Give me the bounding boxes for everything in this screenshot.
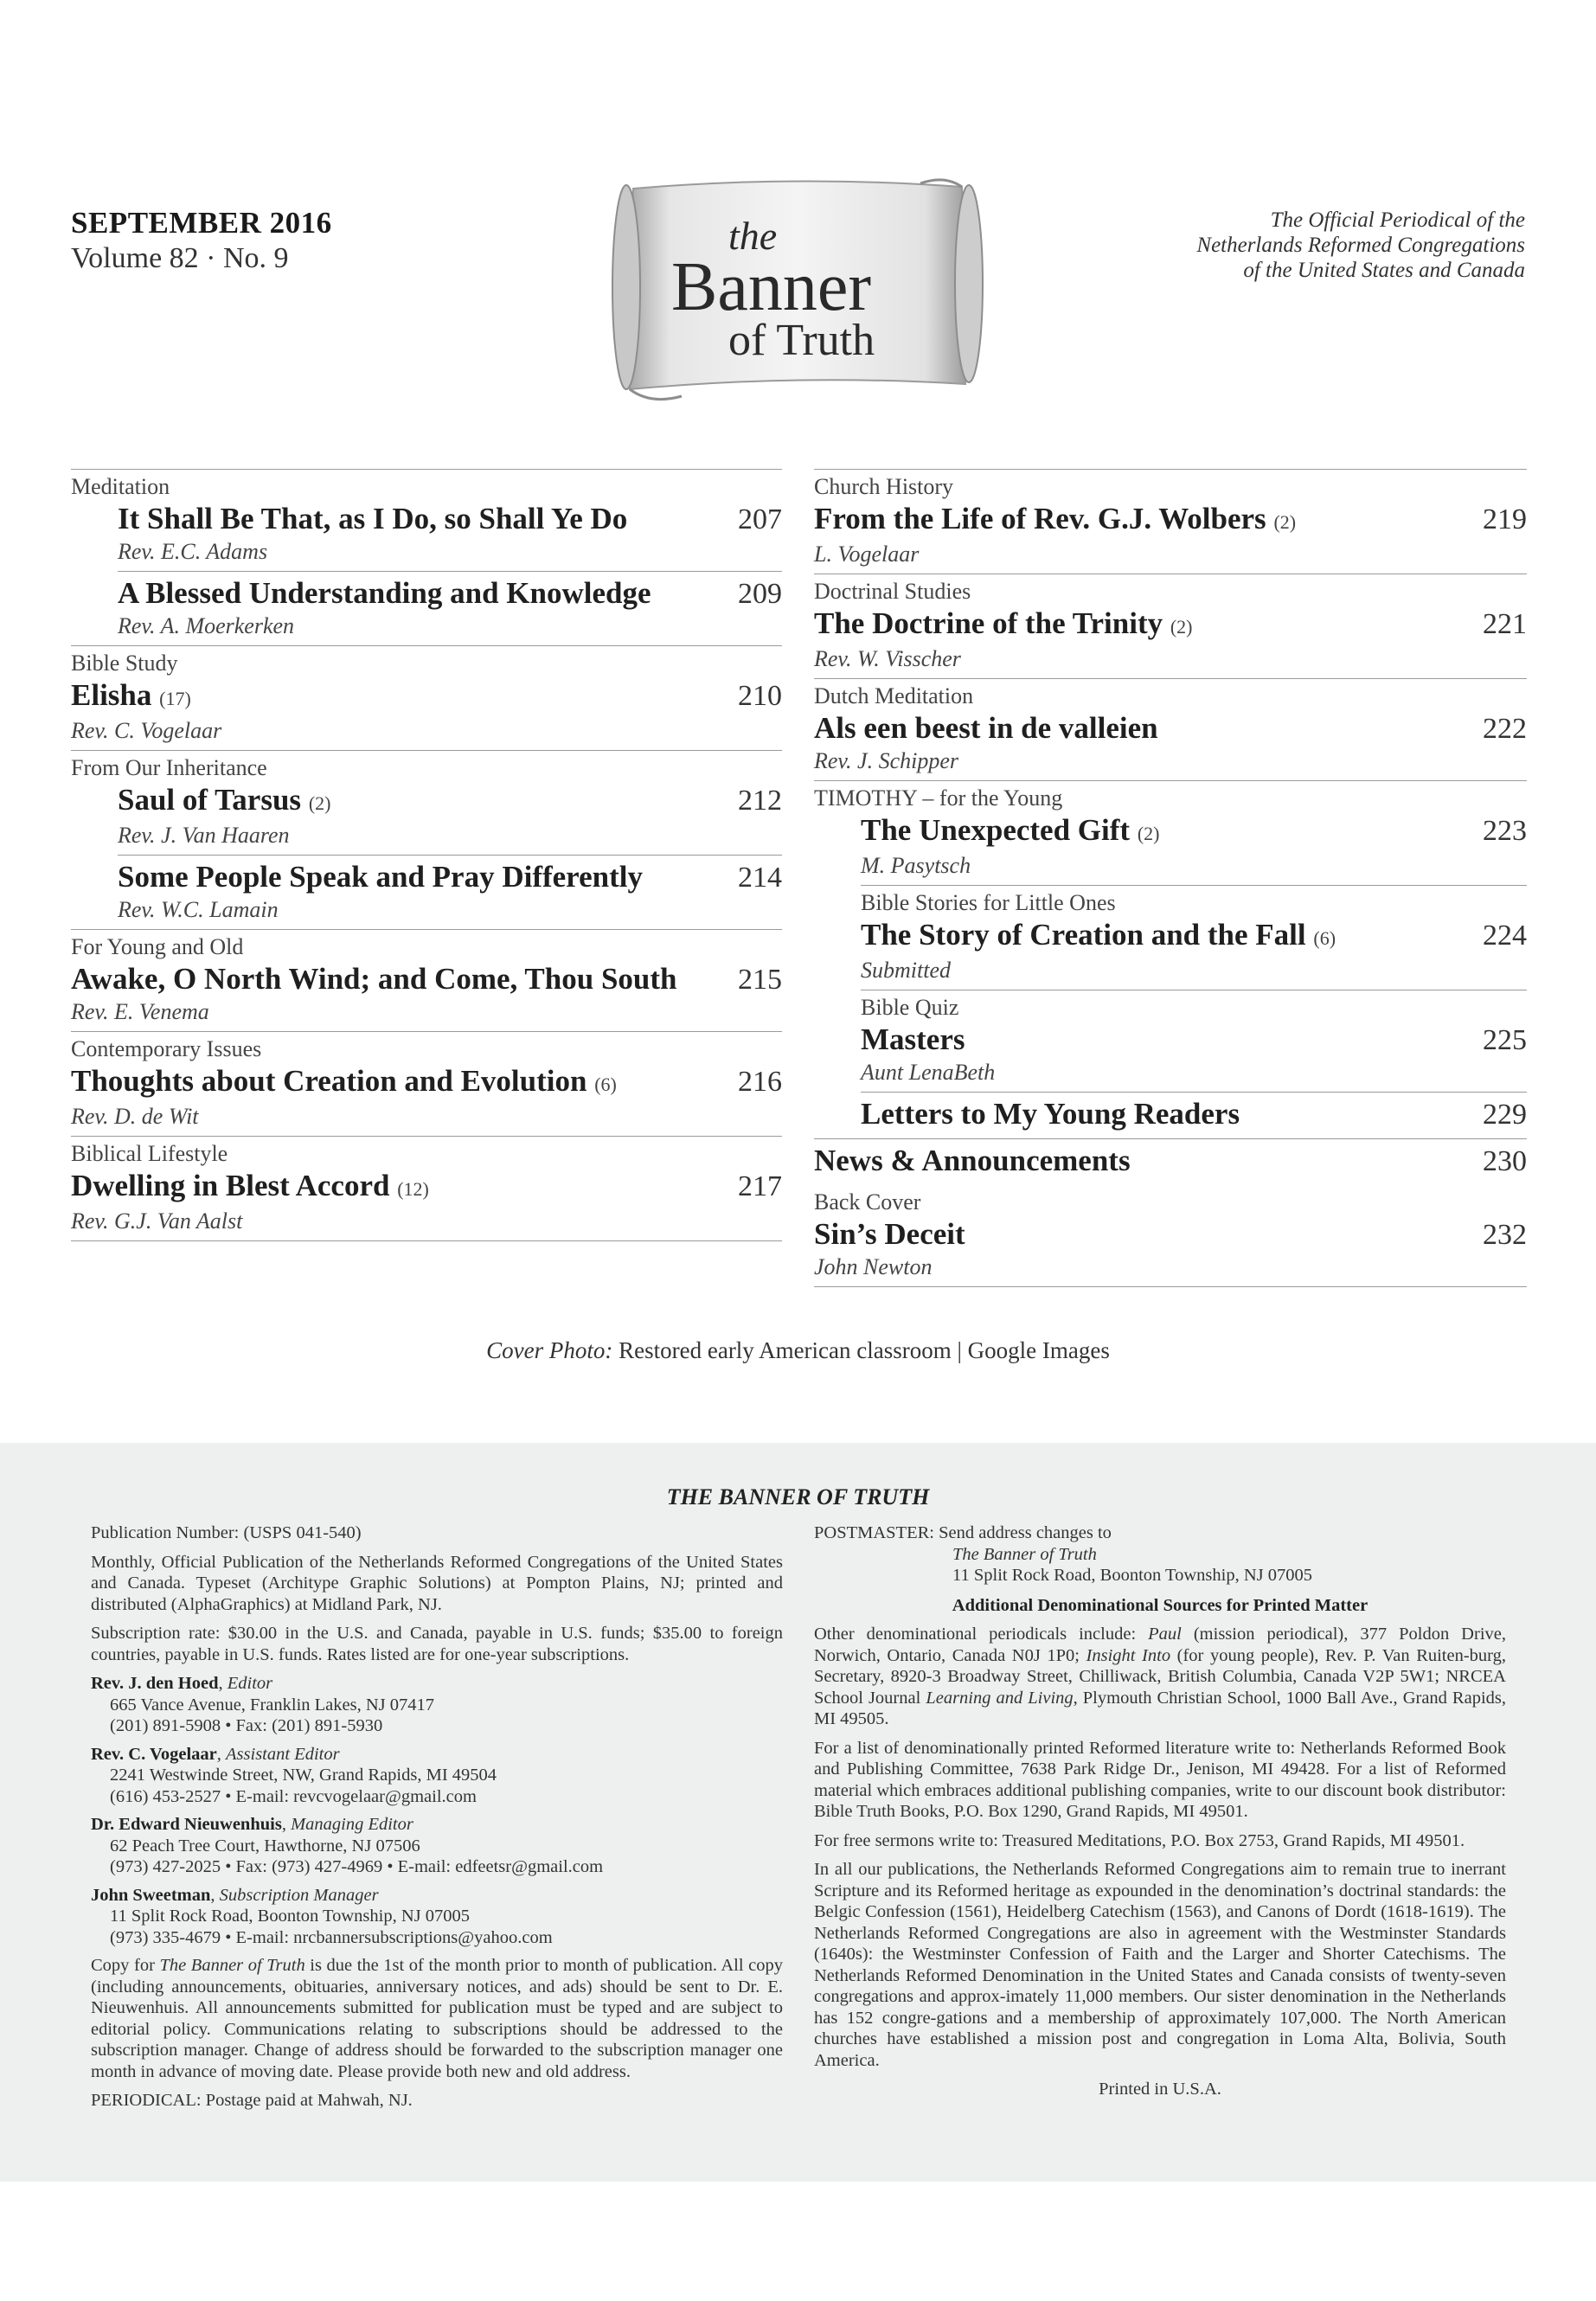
- publication-number: Publication Number: (USPS 041-540): [91, 1523, 362, 1542]
- toc-page-number: 229: [1483, 1099, 1527, 1131]
- toc-author: John Newton: [814, 1254, 933, 1279]
- toc-category: From Our Inheritance: [71, 755, 267, 780]
- sermons-info: For free sermons write to: Treasured Meditations, P.O. Box 2753, Grand Rapids, MI 49501.: [814, 1830, 1465, 1850]
- toc-page-number: 230: [1483, 1145, 1527, 1177]
- toc-author: Rev. G.J. Van Aalst: [71, 1208, 243, 1234]
- toc-title[interactable]: The Unexpected Gift: [861, 813, 1131, 847]
- toc-entry[interactable]: [71, 645, 782, 750]
- staff-block: John Sweetman, Subscription Manager 11 Split Rock Road, Boonton Township, NJ 07005 (973) 335-4679 • E-mail: nrcbannersubscriptions@yahoo.com: [91, 1885, 783, 1949]
- page-header: [0, 0, 1596, 433]
- staff-contact: (201) 891-5908 • Fax: (201) 891-5930: [110, 1716, 383, 1735]
- staff-role: Editor: [227, 1674, 273, 1693]
- staff-role: Assistant Editor: [226, 1744, 340, 1764]
- toc-title[interactable]: Some People Speak and Pray Differently: [118, 860, 643, 894]
- toc-author: Rev. W. Visscher: [814, 646, 961, 671]
- toc-part-number: (12): [397, 1178, 429, 1200]
- other-periodicals: Other denominational periodicals include: Paul (mission periodical), 377 Poldon Drive, Norwich, Ontario, Canada N0J 1P0; Insight Into (for young people), Rev. P. Van Ruiten-burg, Secretary, 8920-3 Broadway Street, Chilliwack, British Columbia, Canada V2P 5W1; NRCEA School Journal Learning and Living, Plymouth Christian School, 1000 Ball Ave., Grand Rapids, MI 49505.: [814, 1625, 1507, 1728]
- toc-author: M. Pasytsch: [861, 853, 971, 878]
- printed-in: Printed in U.S.A.: [1099, 2080, 1221, 2099]
- tagline-line: of the United States and Canada: [1243, 259, 1525, 282]
- staff-name: Rev. J. den Hoed: [91, 1674, 219, 1693]
- toc-page-number: 221: [1483, 608, 1527, 640]
- toc-author: Rev. E. Venema: [71, 999, 209, 1024]
- toc-category: Dutch Meditation: [814, 683, 974, 708]
- toc-page-number: 222: [1483, 713, 1527, 745]
- toc-entry[interactable]: [71, 1031, 782, 1136]
- toc-page-number: 216: [738, 1066, 782, 1098]
- masthead-title: THE BANNER OF TRUTH: [666, 1484, 930, 1509]
- toc-part-number: (6): [594, 1074, 617, 1095]
- cover-photo-credit: [0, 1337, 1596, 1364]
- toc-entry[interactable]: [814, 678, 1527, 780]
- toc-title[interactable]: Elisha: [71, 678, 152, 712]
- toc-author: Rev. A. Moerkerken: [118, 613, 295, 638]
- toc-page-number: 210: [738, 680, 782, 712]
- toc-category: For Young and Old: [71, 934, 244, 959]
- toc-author: Rev. E.C. Adams: [118, 539, 268, 564]
- toc-title[interactable]: Masters: [861, 1022, 965, 1056]
- toc-title[interactable]: Sin’s Deceit: [814, 1217, 965, 1251]
- toc-page-number: 224: [1483, 920, 1527, 952]
- logo-word-banner: Banner: [671, 249, 872, 325]
- toc-author: Rev. D. de Wit: [71, 1104, 199, 1129]
- toc-author: Rev. W.C. Lamain: [118, 897, 279, 922]
- logo-word-the: the: [728, 214, 778, 258]
- issue-date: SEPTEMBER 2016: [71, 206, 332, 240]
- toc-page-number: 214: [738, 862, 782, 894]
- toc-category: Church History: [814, 474, 954, 499]
- staff-block: Dr. Edward Nieuwenhuis, Managing Editor 62 Peach Tree Court, Hawthorne, NJ 07506 (973) 427-2025 • Fax: (973) 427-4969 • E-mail: edfeetsr@gmail.com: [91, 1814, 783, 1878]
- toc-category: Meditation: [71, 474, 170, 499]
- cover-photo-label: Cover Photo:: [486, 1337, 613, 1363]
- toc-title[interactable]: A Blessed Understanding and Knowledge: [118, 576, 651, 610]
- toc-category: Back Cover: [814, 1189, 921, 1215]
- toc-page-number: 225: [1483, 1024, 1527, 1056]
- postmaster-line: The Banner of Truth: [952, 1544, 1097, 1564]
- toc-category: Biblical Lifestyle: [71, 1141, 228, 1166]
- toc-author: Submitted: [861, 958, 951, 983]
- issue-volume: Volume 82 · No. 9: [71, 242, 289, 274]
- staff-contact: (973) 427-2025 • Fax: (973) 427-4969 • E-mail: edfeetsr@gmail.com: [110, 1857, 604, 1876]
- toc-page-number: 212: [738, 785, 782, 817]
- toc-entry[interactable]: [814, 1138, 1527, 1185]
- toc-category: Bible Study: [71, 651, 178, 676]
- staff-role: Subscription Manager: [219, 1885, 379, 1905]
- toc-entry[interactable]: [861, 885, 1527, 990]
- staff-address: 62 Peach Tree Court, Hawthorne, NJ 07506: [110, 1836, 420, 1856]
- postmaster-block: [814, 1522, 1506, 1586]
- postmaster-line: POSTMASTER: Send address changes to: [814, 1523, 1112, 1542]
- toc-divider: [71, 1240, 782, 1241]
- toc-left-column: [71, 469, 782, 1241]
- tagline-line: The Official Periodical of the: [1270, 208, 1525, 232]
- toc-right-column: [814, 469, 1527, 1287]
- toc-entry[interactable]: [861, 990, 1527, 1092]
- toc-title[interactable]: Thoughts about Creation and Evolution: [71, 1064, 587, 1098]
- toc-entry[interactable]: [861, 1092, 1527, 1138]
- toc-divider: [814, 1286, 1527, 1287]
- toc-page-number: 219: [1483, 503, 1527, 535]
- logo-word-of-truth: of Truth: [728, 316, 875, 365]
- toc-category: Doctrinal Studies: [814, 579, 971, 604]
- toc-category: TIMOTHY – for the Young: [814, 785, 1063, 811]
- toc-author: Aunt LenaBeth: [861, 1060, 996, 1085]
- periodical-postage: PERIODICAL: Postage paid at Mahwah, NJ.: [91, 2091, 413, 2110]
- toc-title[interactable]: It Shall Be That, as I Do, so Shall Ye Do: [118, 502, 628, 535]
- toc-page-number: 223: [1483, 815, 1527, 847]
- masthead-left-column: [91, 1522, 783, 2119]
- staff-address: 11 Split Rock Road, Boonton Township, NJ 07005: [110, 1907, 470, 1926]
- toc-part-number: (2): [1137, 823, 1160, 844]
- subscription-rate: Subscription rate: $30.00 in the U.S. and Canada, payable in U.S. funds; $35.00 to foreign countries, payable in U.S. funds. Rates listed are for one-year subscriptions.: [91, 1624, 783, 1664]
- toc-page-number: 217: [738, 1170, 782, 1202]
- staff-role: Managing Editor: [291, 1815, 413, 1834]
- toc-title[interactable]: Als een beest in de valleien: [814, 711, 1158, 745]
- toc-page-number: 209: [738, 578, 782, 610]
- literature-info: For a list of denominationally printed Reformed literature write to: Netherlands Reformed Book and Publishing Committee, 7638 Park Ridge Dr., Jenison, MI 49428. For a list of Reformed material which embraces additional publishing companies, write to our discount book distributor: Bible Truth Books, P.O. Box 1290, Grand Rapids, MI 49501.: [814, 1738, 1506, 1821]
- toc-part-number: (2): [1170, 616, 1193, 638]
- toc-entry[interactable]: [71, 929, 782, 1031]
- toc-entry[interactable]: [814, 1185, 1527, 1286]
- toc-title[interactable]: Saul of Tarsus: [118, 783, 302, 817]
- masthead-right-column: [814, 1522, 1506, 2100]
- toc-entry[interactable]: [814, 469, 1527, 574]
- toc-title[interactable]: From the Life of Rev. G.J. Wolbers: [814, 502, 1266, 535]
- staff-block: Rev. J. den Hoed, Editor 665 Vance Avenue, Franklin Lakes, NJ 07417 (201) 891-5908 • Fax: (201) 891-5930: [91, 1673, 783, 1737]
- staff-name: Dr. Edward Nieuwenhuis: [91, 1815, 282, 1834]
- staff-name: John Sweetman: [91, 1885, 211, 1905]
- toc-title[interactable]: The Doctrine of the Trinity: [814, 606, 1163, 640]
- postmaster-line: 11 Split Rock Road, Boonton Township, NJ 07005: [952, 1566, 1312, 1585]
- toc-part-number: (2): [1273, 511, 1297, 533]
- toc-author: Rev. C. Vogelaar: [71, 718, 222, 743]
- additional-sources-heading: Additional Denominational Sources for Printed Matter: [952, 1595, 1368, 1615]
- staff-address: 2241 Westwinde Street, NW, Grand Rapids, MI 49504: [110, 1766, 497, 1785]
- tagline-line: Netherlands Reformed Congregations: [1196, 234, 1525, 257]
- toc-part-number: (17): [159, 688, 191, 709]
- tagline: [1075, 208, 1525, 283]
- staff-contact: (973) 335-4679 • E-mail: nrcbannersubscriptions@yahoo.com: [110, 1927, 553, 1947]
- toc-category: Bible Quiz: [861, 995, 959, 1020]
- copy-policy: Copy for The Banner of Truth is due the 1st of the month prior to month of publication. All copy (including announcements, obituaries, anniversary notices, and ads) should be sent to Dr. E. Nieuwenhuis. All announcements submitted for publication must be typed and are subject to editorial policy. Communications relating to subscriptions should be addressed to the subscription manager. Change of address should be forwarded to the subscription manager one month in advance of moving date. Please provide both new and old address.: [91, 1956, 783, 2081]
- publication-description: Monthly, Official Publication of the Netherlands Reformed Congregations of the United States and Canada. Typeset (Architype Graphic Solutions) at Pompton Plains, NJ; printed and distributed (AlphaGraphics) at Midland Park, NJ.: [91, 1552, 783, 1614]
- toc-category: Bible Stories for Little Ones: [861, 890, 1116, 915]
- staff-block: Rev. C. Vogelaar, Assistant Editor 2241 Westwinde Street, NW, Grand Rapids, MI 49504 (616) 453-2527 • E-mail: revcvogelaar@gmail.com: [91, 1744, 783, 1808]
- toc-title[interactable]: The Story of Creation and the Fall: [861, 918, 1306, 952]
- toc-page-number: 207: [738, 503, 782, 535]
- toc-entry[interactable]: [118, 855, 782, 929]
- toc-entry[interactable]: [814, 574, 1527, 678]
- toc-entry[interactable]: [71, 469, 782, 571]
- staff-address: 665 Vance Avenue, Franklin Lakes, NJ 07417: [110, 1695, 435, 1715]
- toc-title[interactable]: Letters to My Young Readers: [861, 1097, 1240, 1131]
- masthead-panel: [0, 1443, 1596, 2182]
- toc-part-number: (2): [308, 792, 331, 814]
- toc-title[interactable]: News & Announcements: [814, 1144, 1131, 1177]
- staff-contact: (616) 453-2527 • E-mail: revcvogelaar@gmail.com: [110, 1786, 477, 1806]
- toc-title[interactable]: Dwelling in Blest Accord: [71, 1169, 390, 1202]
- publications-statement: In all our publications, the Netherlands Reformed Congregations aim to remain true to inerrant Scripture and its Reformed heritage as expounded in the denomination’s doctrinal standards: the Belgic Confession (1561), Heidelberg Catechism (1563), and Canons of Dordt (1618-1619). The Netherlands Reformed Congregations are also in agreement with the Westminster Standards (1640s): the Westminster Confession of Faith and the Larger and Shorter Catechisms. The Netherlands Reformed Denomination in the United States and Canada consists of twenty-seven congregations and approx-imately 11,000 members. Our sister denomination in the Netherlands has 152 congre-gations and a membership of approximately 107,000. The North American churches have established a mission post and congregation in Loma Alta, Bolivia, South America.: [814, 1860, 1506, 2070]
- toc-entry[interactable]: [71, 1136, 782, 1240]
- banner-of-truth-logo: [599, 173, 997, 408]
- toc-entry[interactable]: [71, 750, 782, 855]
- toc-page-number: 232: [1483, 1219, 1527, 1251]
- cover-photo-text: Restored early American classroom | Google Images: [619, 1337, 1110, 1363]
- toc-entry[interactable]: [814, 780, 1527, 885]
- staff-name: Rev. C. Vogelaar: [91, 1744, 217, 1764]
- toc-entry[interactable]: [118, 571, 782, 645]
- toc-author: L. Vogelaar: [814, 542, 920, 567]
- toc-category: Contemporary Issues: [71, 1036, 262, 1061]
- toc-page-number: 215: [738, 964, 782, 996]
- toc-author: Rev. J. Schipper: [814, 748, 958, 773]
- toc-author: Rev. J. Van Haaren: [118, 823, 290, 848]
- toc-title[interactable]: Awake, O North Wind; and Come, Thou South: [71, 962, 677, 996]
- toc-part-number: (6): [1313, 927, 1336, 949]
